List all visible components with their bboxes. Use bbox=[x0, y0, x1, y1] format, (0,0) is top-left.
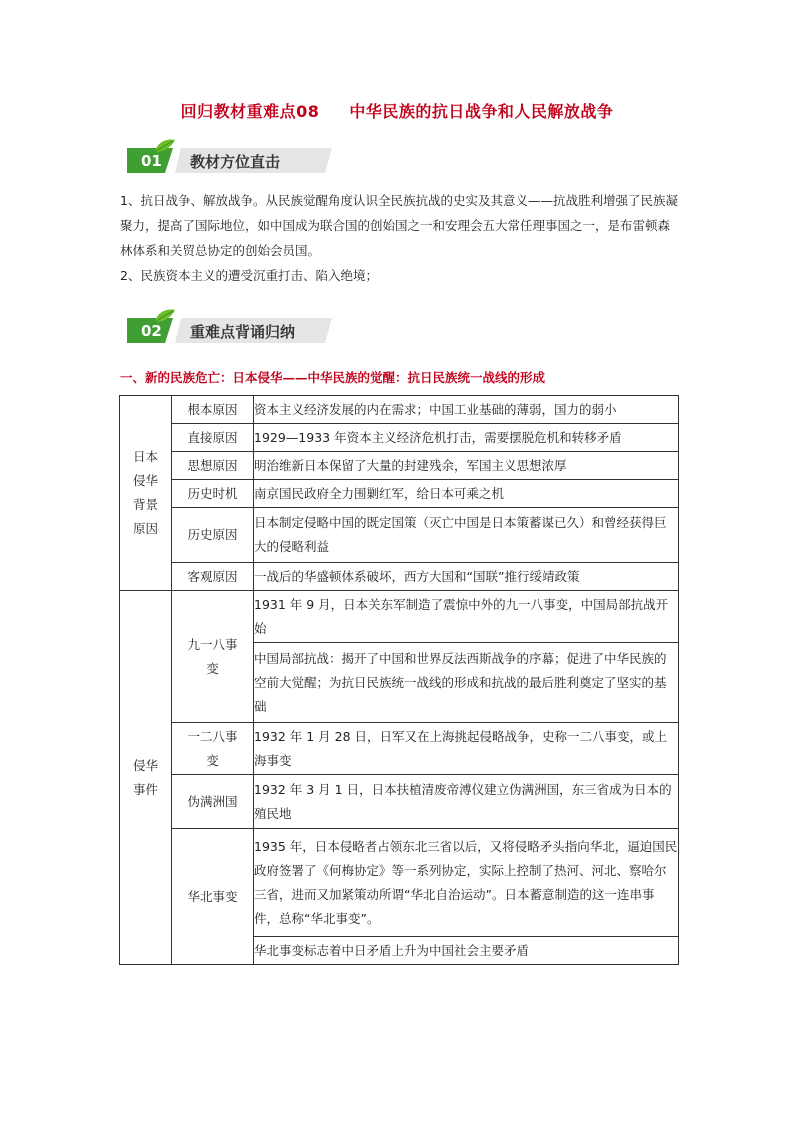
row-text: 1932 年 1 月 28 日，日军又在上海挑起侵略战争，史称一二八事变，或上海事变 bbox=[254, 723, 679, 775]
row-label: 历史时机 bbox=[172, 480, 254, 508]
section-banner-01 bbox=[127, 146, 332, 174]
row-text: 1929—1933 年资本主义经济危机打击，需要摆脱危机和转移矛盾 bbox=[254, 424, 679, 452]
row-text: 日本制定侵略中国的既定国策（灭亡中国是日本策蓄谋已久）和曾经获得巨大的侵略利益 bbox=[254, 508, 679, 563]
row-label: 历史原因 bbox=[172, 508, 254, 563]
title-right: 中华民族的抗日战争和人民解放战争 bbox=[349, 102, 614, 121]
table-row bbox=[120, 508, 679, 563]
row-text: 1931 年 9 月，日本关东军制造了震惊中外的九一八事变，中国局部抗战开始 bbox=[254, 591, 679, 643]
section-banner-02 bbox=[127, 316, 332, 344]
banner-number: 02 bbox=[141, 322, 162, 340]
table-row bbox=[120, 396, 679, 424]
row-label: 伪满洲国 bbox=[172, 775, 254, 829]
intro-paragraphs bbox=[120, 188, 680, 288]
page-title bbox=[0, 99, 794, 122]
row-text: 华北事变标志着中日矛盾上升为中国社会主要矛盾 bbox=[254, 937, 679, 965]
intro-item-2: 2、民族资本主义的遭受沉重打击、陷入绝境； bbox=[120, 268, 378, 283]
group-label: 日本侵华背景原因 bbox=[120, 396, 172, 591]
table-row bbox=[120, 424, 679, 452]
row-label: 客观原因 bbox=[172, 563, 254, 591]
row-text: 资本主义经济发展的内在需求；中国工业基础的薄弱，国力的弱小 bbox=[254, 396, 679, 424]
intro-item-1: 1、抗日战争、解放战争。从民族觉醒角度认识全民族抗战的史实及其意义——抗战胜利增强了民族凝聚力，提高了国际地位，如中国成为联合国的创始国之一和安理会五大常任理事国之一，是布雷顿森林体系和关贸总协定的创始会员国。 bbox=[120, 193, 678, 258]
row-text: 一战后的华盛顿体系破坏，西方大国和“国联”推行绥靖政策 bbox=[254, 563, 679, 591]
row-label: 华北事变 bbox=[172, 829, 254, 965]
banner-label: 重难点背诵归纳 bbox=[190, 323, 296, 341]
table-row bbox=[120, 723, 679, 775]
row-label: 九一八事变 bbox=[172, 591, 254, 723]
table-row bbox=[120, 829, 679, 937]
banner-number: 01 bbox=[141, 152, 162, 170]
group-label: 侵华事件 bbox=[120, 591, 172, 965]
row-label: 直接原因 bbox=[172, 424, 254, 452]
row-text: 中国局部抗战：揭开了中国和世界反法西斯战争的序幕；促进了中华民族的空前大觉醒；为抗日民族统一战线的形成和抗战的最后胜利奠定了坚实的基础 bbox=[254, 643, 679, 723]
banner-label: 教材方位直击 bbox=[190, 153, 281, 171]
row-text: 1935 年，日本侵略者占领东北三省以后，又将侵略矛头指向华北，逼迫国民政府签署了《何梅协定》等一系列协定，实际上控制了热河、河北、察哈尔三省，进而又加紧策动所谓“华北自治运动”。日本蓄意制造的这一连串事件，总称“华北事变”。 bbox=[254, 829, 679, 937]
table-row bbox=[120, 452, 679, 480]
title-left: 回归教材重难点08 bbox=[180, 102, 320, 121]
row-label: 根本原因 bbox=[172, 396, 254, 424]
row-text: 1932 年 3 月 1 日，日本扶植清废帝溥仪建立伪满洲国，东三省成为日本的殖民地 bbox=[254, 775, 679, 829]
section-heading: 一、新的民族危亡：日本侵华——中华民族的觉醒：抗日民族统一战线的形成 bbox=[120, 370, 546, 385]
row-label: 一二八事变 bbox=[172, 723, 254, 775]
row-text: 明治维新日本保留了大量的封建残余，军国主义思想浓厚 bbox=[254, 452, 679, 480]
table-row bbox=[120, 775, 679, 829]
row-label: 思想原因 bbox=[172, 452, 254, 480]
table-row bbox=[120, 591, 679, 643]
table-row bbox=[120, 563, 679, 591]
row-text: 南京国民政府全力围剿红军，给日本可乘之机 bbox=[254, 480, 679, 508]
content-table bbox=[119, 395, 679, 965]
table-row bbox=[120, 480, 679, 508]
